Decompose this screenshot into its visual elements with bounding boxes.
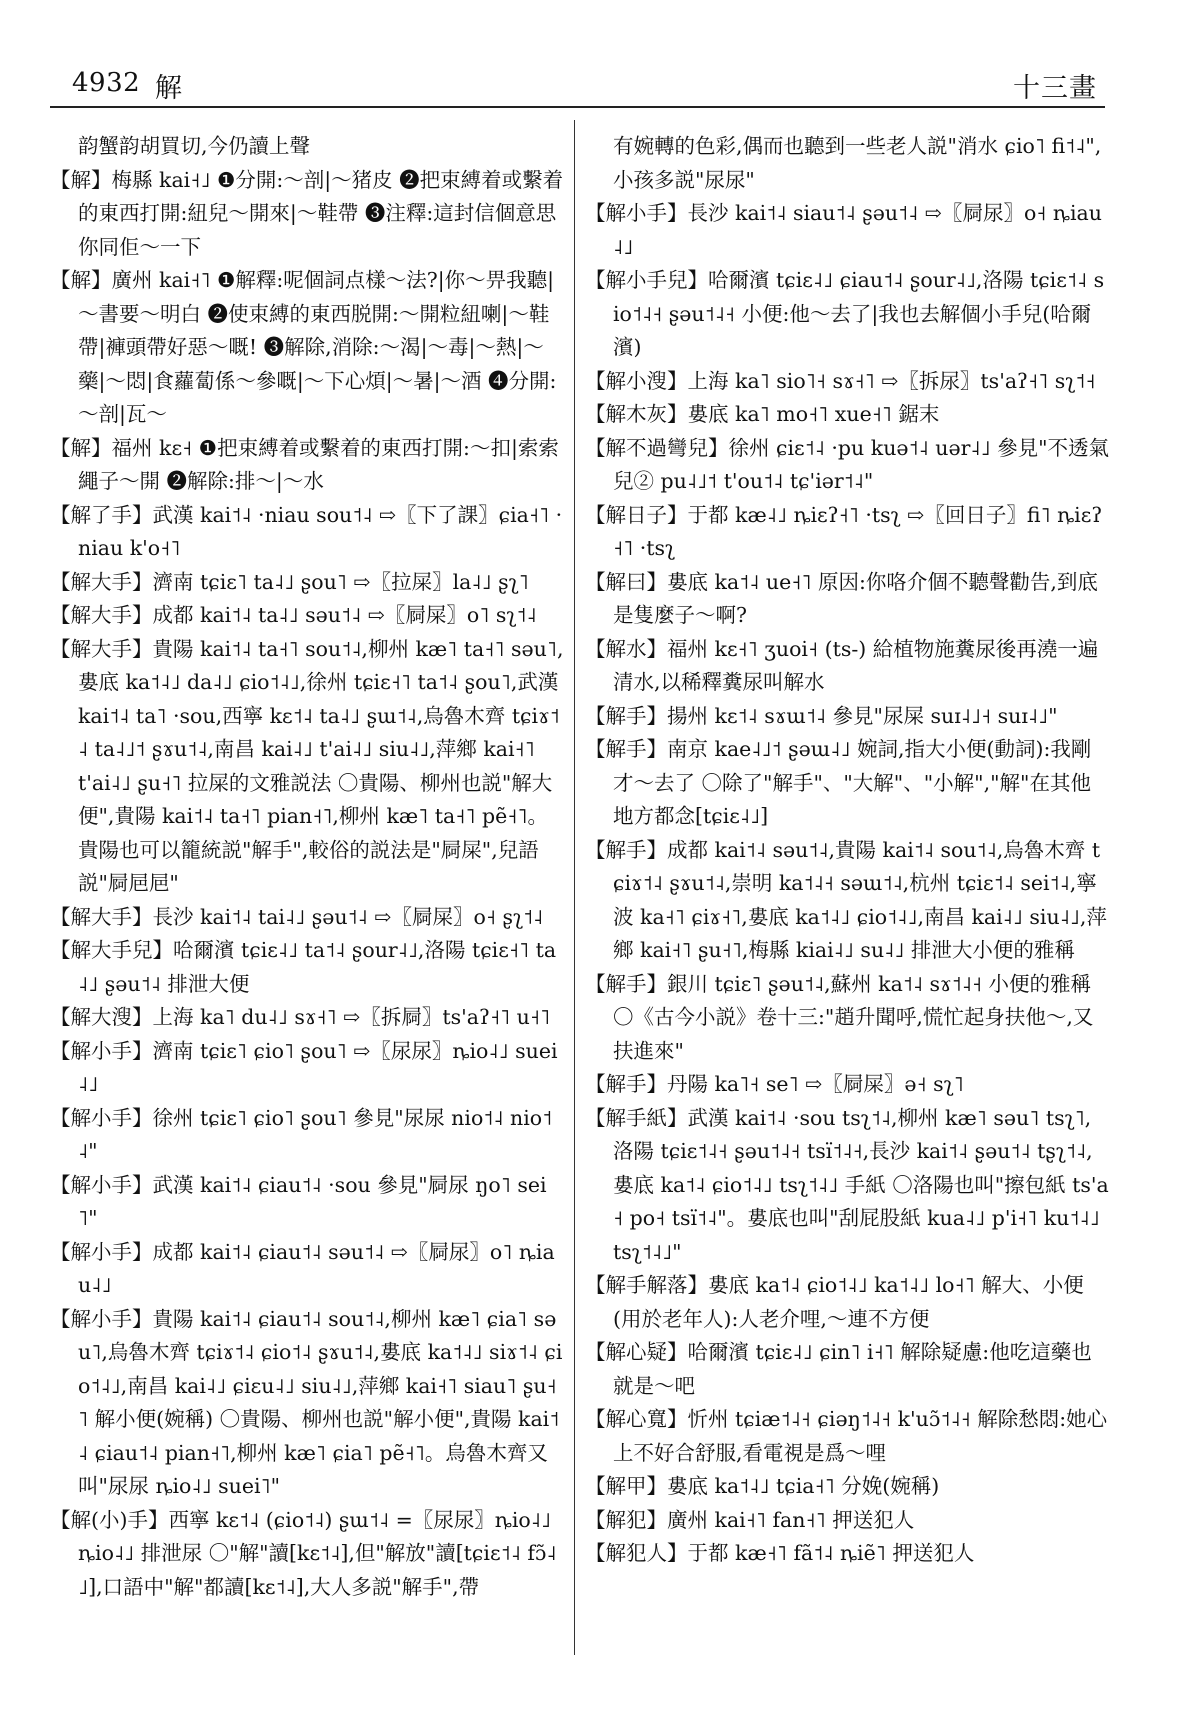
- dictionary-entry: 【解小溲】上海 ka˥ sio˥˧ sɤ˧˥ ⇨〖拆尿〗ts'aʔ˧˥ sʅ˦˧: [585, 368, 1096, 393]
- dictionary-entry: 【解犯人】于都 kæ˧˥ fã˦˨ ȵiẽ˥ 押送犯人: [585, 1541, 975, 1565]
- dictionary-entry: 【解小手】濟南 tɕiɛ˥ ɕio˥ ʂou˥ ⇨〖尿尿〗ȵio˨˩ suei˨˩: [50, 1038, 558, 1096]
- dictionary-entry: 【解手紙】武漢 kai˦˨ ·sou tsʅ˦˨,柳州 kæ˥ səu˥ tsʅ˥,洛陽 tɕiɛ˦˨˧ ʂəu˦˨˧ tsï˦˨˧,長沙 kai˦˨ ʂəu˦˨ tʂʅ˦˨,婁底 ka˦˨ ɕio˦˨˩ tsʅ˦˨˩ 手紙 〇洛陽也叫"擦包紙 ts'a˧ po˧ tsï˦˨"。婁底也叫"刮屁股紙 kua˨˩ p'i˧˥ ku˦˨˩ tsʅ˦˨˩": [585, 1105, 1109, 1264]
- left-entry-list: [50, 130, 565, 1604]
- dictionary-entry: 【解水】福州 kɛ˧˥ ʒuoi˧ (ts-) 給植物施糞尿後再澆一遍清水,以稀釋糞尿叫解水: [585, 636, 1099, 694]
- dictionary-entry: 有婉轉的色彩,偶而也聽到一些老人説"消水 ɕio˥ fi˦˨",小孩多説"尿尿": [613, 134, 1102, 192]
- page-number: 4932: [72, 68, 141, 98]
- dictionary-entry: 【解心寬】忻州 tɕiæ˦˨˧ ɕiəŋ˦˨˧ k'uɔ̃˦˨˧ 解除愁悶:她心上不好合舒服,看電視是爲～哩: [585, 1407, 1108, 1465]
- stroke-section: 十三畫: [1013, 73, 1097, 104]
- dictionary-entry: 【解手】銀川 tɕiɛ˥ ʂəu˦˨,蘇州 ka˦˨ sɤ˦˨˧ 小便的雅稱 〇《古今小説》卷十三:"趙升聞呼,慌忙起身扶他～,又扶進來": [585, 971, 1094, 1063]
- dictionary-entry: 【解了手】武漢 kai˦˨ ·niau sou˦˨ ⇨〖下了課〗ɕia˧˥ ·niau k'o˧˥: [50, 502, 563, 560]
- dictionary-entry: 【解手】成都 kai˦˨ səu˦˨,貴陽 kai˦˨ sou˦˨,烏魯木齊 tɕiɤ˦˨ ʂɤu˦˨,崇明 ka˦˨˧ səɯ˦˨,杭州 tɕiɛ˦˨ sei˦˨,寧波 ka˧˥ ɕiɤ˧˥,婁底 ka˦˨˩ ɕio˦˨˩,南昌 kai˨˩ siu˨˩,萍鄉 kai˧˥ ʂu˧˥,梅縣 kiai˨˩ su˨˩ 排泄大小便的雅稱: [585, 837, 1107, 962]
- dictionary-entry: 【解手】丹陽 ka˥˧ se˥ ⇨〖屙屎〗ə˧ sʅ˥: [585, 1072, 964, 1096]
- dictionary-entry: 【解(小)手】西寧 kɛ˦˨ (ɕio˦˨) ʂɯ˦˨ =〖尿尿〗ȵio˨˩ ȵio˨˩ 排泄尿 〇"解"讀[kɛ˦˨],但"解放"讀[tɕiɛ˦˨ fɔ̃˨˩],口語中"解"都讀[kɛ˦˨],大人多説"解手",帶: [50, 1507, 557, 1599]
- dictionary-entry: 【解心疑】哈爾濱 tɕiɛ˨˩ ɕin˥ i˧˥ 解除疑慮:他吃這藥也就是～吧: [585, 1340, 1092, 1398]
- dictionary-entry: 【解手】揚州 kɛ˦˨ sɤɯ˦˨ 參見"尿屎 suɪ˨˩˧ suɪ˨˩": [585, 703, 1058, 728]
- dictionary-entry: 【解大手】濟南 tɕiɛ˥ ta˨˩ ʂou˥ ⇨〖拉屎〗la˨˩ ʂʅ˥: [50, 569, 529, 594]
- dictionary-entry: 【解日子】于都 kæ˨˩ ȵiɛʔ˧˥ ·tsʅ ⇨〖回日子〗fi˥ ȵiɛʔ˧˥ ·tsʅ: [585, 502, 1103, 560]
- column-divider: [574, 120, 575, 1655]
- dictionary-entry: 【解手解落】婁底 ka˦˨ ɕio˦˨˩ ka˦˨˩ lo˧˥ 解大、小便(用於老年人):人老介哩,～連不方便: [585, 1273, 1084, 1331]
- dictionary-entry: 【解不過彎兒】徐州 ɕiɛ˦˨ ·pu kuə˦˨ uər˨˩ 參見"不透氣兒② pu˨˩˦ t'ou˦˨ tɕ'iər˦˨": [585, 435, 1110, 493]
- dictionary-entry: 【解小手】貴陽 kai˦˨ ɕiau˦˨ sou˦˨,柳州 kæ˥ ɕia˥ səu˥,烏魯木齊 tɕiɤ˦˨ ɕio˦˨ ʂɤu˦˨,婁底 ka˦˨˩ siɤ˦˨ ɕio˦˨˩,南昌 kai˨˩ ɕiɛu˨˩ siu˨˩,萍鄉 kai˧˥ siau˥ ʂu˧˥ 解小便(婉稱) 〇貴陽、柳州也説"解小便",貴陽 kai˦˨ ɕiau˦˨ pian˧˥,柳州 kæ˥ ɕia˥ pẽ˧˥。烏魯木齊又叫"尿尿 ȵio˨˩ suei˥": [50, 1306, 563, 1498]
- dictionary-entry: 【解木灰】婁底 ka˥ mo˧˥ xue˧˥ 鋸末: [585, 402, 940, 426]
- dictionary-entry: 【解小手】武漢 kai˦˨ ɕiau˦˨ ·sou 參見"屙尿 ŋo˥ sei˥": [50, 1172, 547, 1230]
- dictionary-entry: 【解曰】婁底 ka˦˨ ue˧˥ 原因:你咯介個不聽聲勸告,到底是隻麼子～啊?: [585, 569, 1098, 627]
- dictionary-entry: 韵蟹韵胡買切,今仍讀上聲: [78, 134, 311, 158]
- dictionary-entry: 【解】梅縣 kai˧˩ ❶分開:～剖|～猪皮 ❷把束縛着或繫着的東西打開:紐兒～開來|～鞋帶 ❸注釋:這封信個意思你同佢～一下: [50, 167, 564, 259]
- left-column: [50, 130, 565, 1650]
- dictionary-entry: 【解大溲】上海 ka˥ du˨˩ sɤ˧˥ ⇨〖拆屙〗ts'aʔ˧˥ u˧˥: [50, 1005, 551, 1029]
- dictionary-entry: 【解】福州 kɛ˧ ❶把束縛着或繫着的東西打開:～扣|索索繩子～開 ❷解除:排～|～水: [50, 435, 559, 493]
- dictionary-entry: 【解】廣州 kai˧˥ ❶解釋:呢個詞点樣～法?|你～畀我聽|～書要～明白 ❷使束縛的東西脱開:～開粒紐喇|～鞋帶|褲頭帶好惡～嘅! ❸解除,消除:～渴|～毒|～熱|～藥|～悶|食蘿蔔係～參嘅|～下心煩|～暑|～酒 ❹分開:～剖|瓦～: [50, 268, 557, 426]
- dictionary-entry: 【解小手】長沙 kai˦˨ siau˦˨ ʂəu˦˨ ⇨〖屙尿〗o˧ ȵiau˨˩: [585, 201, 1102, 259]
- head-character: 解: [155, 73, 182, 104]
- dictionary-entry: 【解大手】長沙 kai˦˨ tai˨˩ ʂəu˦˨ ⇨〖屙屎〗o˧ ʂʅ˦˨: [50, 904, 544, 929]
- dictionary-entry: 【解大手兒】哈爾濱 tɕiɛ˨˩ ta˦˨ ʂour˨˩,洛陽 tɕiɛ˧˥ ta˨˩ ʂəu˦˨ 排泄大便: [50, 938, 557, 996]
- right-column: [585, 130, 1110, 1650]
- dictionary-entry: 【解大手】成都 kai˦˨ ta˨˩ səu˦˨ ⇨〖屙屎〗o˥ sʅ˦˨: [50, 603, 537, 627]
- dictionary-entry: 【解小手兒】哈爾濱 tɕiɛ˨˩ ɕiau˦˨ ʂour˨˩,洛陽 tɕiɛ˦˨ sio˦˨˧ ʂəu˦˨˧ 小便:他～去了|我也去解個小手兒(哈爾濱): [585, 268, 1105, 359]
- dictionary-entry: 【解甲】婁底 ka˦˨˩ tɕia˧˥ 分娩(婉稱): [585, 1474, 940, 1498]
- right-entry-list: [585, 130, 1110, 1571]
- dictionary-entry: 【解手】南京 kae˨˩˦ ʂəɯ˨˩ 婉詞,指大小便(動詞):我剛才～去了 〇除了"解手"、"大解"、"小解","解"在其他地方都念[tɕiɛ˨˩]: [585, 737, 1092, 828]
- dictionary-entry: 【解犯】廣州 kai˧˥ fan˧˥ 押送犯人: [585, 1507, 915, 1532]
- page-header: [50, 58, 1105, 110]
- dictionary-entry: 【解小手】徐州 tɕiɛ˥ ɕio˥ ʂou˥ 參見"尿尿 nio˦˨ nio˦˨": [50, 1105, 553, 1163]
- header-rule: [50, 106, 1105, 108]
- dictionary-entry: 【解大手】貴陽 kai˦˨ ta˧˥ sou˦˨,柳州 kæ˥ ta˧˥ səu˥,婁底 ka˦˨˩ da˨˩ ɕio˦˨˩,徐州 tɕiɛ˧˥ ta˦˨ ʂou˥,武漢 kai˦˨ ta˥ ·sou,西寧 kɛ˦˨ ta˨˩ ʂɯ˦˨,烏魯木齊 tɕiɤ˦˨ ta˨˩˦ ʂɤu˦˨,南昌 kai˨˩ t'ai˨˩ siu˨˩,萍鄉 kai˧˥ t'ai˨˩ ʂu˧˥ 拉屎的文雅説法 〇貴陽、柳州也説"解大便",貴陽 kai˦˨ ta˧˥ pian˧˥,柳州 kæ˥ ta˧˥ pẽ˧˥。貴陽也可以籠統説"解手",較俗的説法是"屙屎",兒語説"屙㞎㞎": [50, 636, 564, 895]
- dictionary-entry: 【解小手】成都 kai˦˨ ɕiau˦˨ səu˦˨ ⇨〖屙尿〗o˥ ȵiau˨˩: [50, 1239, 555, 1297]
